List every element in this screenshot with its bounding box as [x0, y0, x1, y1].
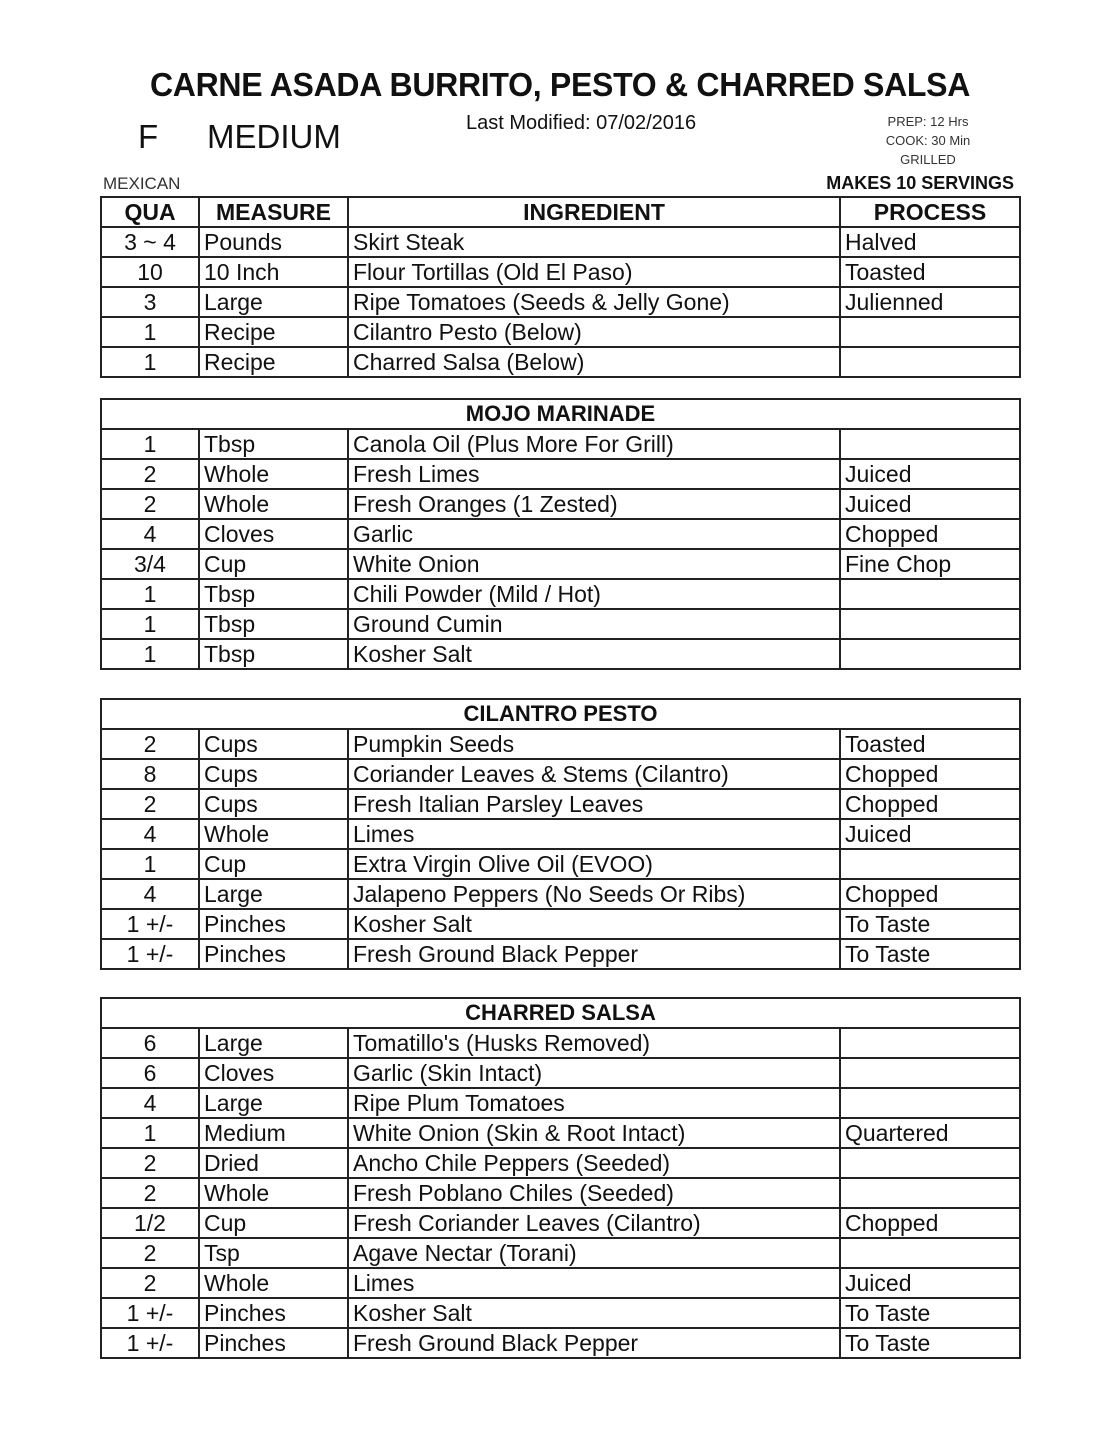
ingredient-row [101, 1058, 1020, 1088]
servings-label: MAKES 10 SERVINGS [826, 173, 1014, 193]
cell-ingredient: Agave Nectar (Torani) [348, 1238, 840, 1268]
ingredient-row [101, 317, 1020, 347]
cell-measure: Whole [199, 1178, 348, 1208]
cell-ingredient: Ground Cumin [348, 609, 840, 639]
cell-ingredient: Cilantro Pesto (Below) [348, 317, 840, 347]
cell-ingredient: Fresh Ground Black Pepper [348, 1328, 840, 1358]
cell-measure: Tbsp [199, 579, 348, 609]
cell-process [840, 1058, 1020, 1088]
cilantro-pesto-table [100, 698, 1021, 970]
ingredient-row [101, 1208, 1020, 1238]
cell-ingredient: Kosher Salt [348, 909, 840, 939]
ingredient-row [101, 1178, 1020, 1208]
cell-measure: Cups [199, 729, 348, 759]
cell-qty: 1 +/- [101, 909, 199, 939]
cell-qty: 3 ~ 4 [101, 227, 199, 257]
ingredient-row [101, 257, 1020, 287]
cell-process: Quartered [840, 1118, 1020, 1148]
charred-salsa-table [100, 997, 1021, 1359]
cell-measure: Pounds [199, 227, 348, 257]
cook-time: COOK: 30 Min [885, 133, 971, 148]
cell-ingredient: Charred Salsa (Below) [348, 347, 840, 377]
cell-ingredient: Ancho Chile Peppers (Seeded) [348, 1148, 840, 1178]
cell-measure: Whole [199, 819, 348, 849]
ingredient-row [101, 549, 1020, 579]
ingredient-row [101, 879, 1020, 909]
ingredient-row [101, 1328, 1020, 1358]
cell-measure: Pinches [199, 1328, 348, 1358]
cell-process: To Taste [840, 909, 1020, 939]
cell-qty: 1 [101, 1118, 199, 1148]
cell-measure: Cup [199, 549, 348, 579]
cell-measure: Pinches [199, 939, 348, 969]
cell-ingredient: Tomatillo's (Husks Removed) [348, 1028, 840, 1058]
cell-ingredient: Limes [348, 1268, 840, 1298]
cell-process: Chopped [840, 879, 1020, 909]
time-info [860, 112, 996, 169]
cell-measure: Cloves [199, 1058, 348, 1088]
ingredient-row [101, 609, 1020, 639]
cell-process: Julienned [840, 287, 1020, 317]
cell-measure: Medium [199, 1118, 348, 1148]
cell-ingredient: Kosher Salt [348, 1298, 840, 1328]
cell-qty: 2 [101, 789, 199, 819]
cell-qty: 1 [101, 849, 199, 879]
cell-qty: 3 [101, 287, 199, 317]
cell-measure: Whole [199, 459, 348, 489]
ingredient-row [101, 909, 1020, 939]
ingredient-row [101, 287, 1020, 317]
cell-measure: Recipe [199, 347, 348, 377]
ingredient-row [101, 579, 1020, 609]
cell-qty: 6 [101, 1028, 199, 1058]
ingredient-row [101, 1298, 1020, 1328]
section-title: CILANTRO PESTO [101, 699, 1020, 729]
cell-process: Toasted [840, 729, 1020, 759]
cell-qty: 2 [101, 1148, 199, 1178]
cell-qty: 1 [101, 579, 199, 609]
cell-process [840, 1238, 1020, 1268]
ingredient-row [101, 729, 1020, 759]
cell-qty: 2 [101, 489, 199, 519]
cell-qty: 1 [101, 317, 199, 347]
cell-ingredient: Ripe Tomatoes (Seeds & Jelly Gone) [348, 287, 840, 317]
cell-ingredient: Extra Virgin Olive Oil (EVOO) [348, 849, 840, 879]
ingredient-row [101, 1268, 1020, 1298]
difficulty-level: MEDIUM [207, 118, 341, 155]
ingredient-row [101, 1148, 1020, 1178]
cell-process: To Taste [840, 1328, 1020, 1358]
cell-qty: 4 [101, 519, 199, 549]
cell-qty: 2 [101, 1268, 199, 1298]
cell-ingredient: Garlic [348, 519, 840, 549]
column-header-qty: QUA [101, 197, 199, 227]
table-header-row [101, 197, 1020, 227]
cell-process: Fine Chop [840, 549, 1020, 579]
cell-ingredient: Chili Powder (Mild / Hot) [348, 579, 840, 609]
cell-ingredient: Limes [348, 819, 840, 849]
ingredient-row [101, 759, 1020, 789]
cell-measure: Whole [199, 1268, 348, 1298]
mojo-marinade-table [100, 398, 1021, 670]
cell-ingredient: White Onion [348, 549, 840, 579]
cell-measure: Tbsp [199, 639, 348, 669]
cell-measure: Recipe [199, 317, 348, 347]
cell-qty: 1 [101, 639, 199, 669]
cell-measure: Tbsp [199, 429, 348, 459]
ingredient-row [101, 1088, 1020, 1118]
cell-qty: 6 [101, 1058, 199, 1088]
cell-process: Halved [840, 227, 1020, 257]
cell-ingredient: Canola Oil (Plus More For Grill) [348, 429, 840, 459]
cell-qty: 4 [101, 819, 199, 849]
cell-ingredient: Flour Tortillas (Old El Paso) [348, 257, 840, 287]
ingredient-row [101, 639, 1020, 669]
column-header-measure: MEASURE [199, 197, 348, 227]
cell-process [840, 347, 1020, 377]
recipe-grade: F [138, 118, 159, 155]
cell-ingredient: Kosher Salt [348, 639, 840, 669]
cell-ingredient: Pumpkin Seeds [348, 729, 840, 759]
ingredient-row [101, 1238, 1020, 1268]
cell-ingredient: Ripe Plum Tomatoes [348, 1088, 840, 1118]
cell-measure: Large [199, 1028, 348, 1058]
cell-ingredient: White Onion (Skin & Root Intact) [348, 1118, 840, 1148]
cell-qty: 1 +/- [101, 939, 199, 969]
ingredient-row [101, 429, 1020, 459]
cell-qty: 4 [101, 1088, 199, 1118]
cell-ingredient: Garlic (Skin Intact) [348, 1058, 840, 1088]
ingredient-row [101, 789, 1020, 819]
cell-measure: Tsp [199, 1238, 348, 1268]
cell-process [840, 317, 1020, 347]
cell-qty: 2 [101, 1178, 199, 1208]
ingredient-row [101, 489, 1020, 519]
cell-qty: 1 [101, 609, 199, 639]
cell-qty: 4 [101, 879, 199, 909]
cell-qty: 1 +/- [101, 1298, 199, 1328]
cell-process: Juiced [840, 819, 1020, 849]
cell-ingredient: Coriander Leaves & Stems (Cilantro) [348, 759, 840, 789]
ingredient-row [101, 939, 1020, 969]
cell-qty: 10 [101, 257, 199, 287]
cell-measure: 10 Inch [199, 257, 348, 287]
cell-qty: 1 [101, 429, 199, 459]
cell-process: Juiced [840, 1268, 1020, 1298]
cell-qty: 2 [101, 729, 199, 759]
cell-measure: Cloves [199, 519, 348, 549]
cell-process: Chopped [840, 519, 1020, 549]
cell-ingredient: Fresh Coriander Leaves (Cilantro) [348, 1208, 840, 1238]
cell-measure: Cup [199, 1208, 348, 1238]
ingredient-row [101, 459, 1020, 489]
main-ingredients-table [100, 196, 1021, 378]
cuisine-label: MEXICAN [103, 174, 181, 193]
cell-process [840, 609, 1020, 639]
column-header-ingredient: INGREDIENT [348, 197, 840, 227]
cell-measure: Pinches [199, 909, 348, 939]
cell-qty: 8 [101, 759, 199, 789]
section-title: MOJO MARINADE [101, 399, 1020, 429]
cell-measure: Pinches [199, 1298, 348, 1328]
cell-process: To Taste [840, 1298, 1020, 1328]
cell-process [840, 1178, 1020, 1208]
cell-measure: Tbsp [199, 609, 348, 639]
cell-process: Toasted [840, 257, 1020, 287]
column-header-process: PROCESS [840, 197, 1020, 227]
ingredient-row [101, 819, 1020, 849]
cell-measure: Cups [199, 759, 348, 789]
cell-process [840, 429, 1020, 459]
cell-process: Chopped [840, 1208, 1020, 1238]
cook-method: GRILLED [900, 152, 956, 167]
ingredient-row [101, 849, 1020, 879]
cell-measure: Whole [199, 489, 348, 519]
cell-process [840, 579, 1020, 609]
cell-measure: Large [199, 1088, 348, 1118]
cell-ingredient: Jalapeno Peppers (No Seeds Or Ribs) [348, 879, 840, 909]
ingredient-row [101, 1028, 1020, 1058]
cell-qty: 1 [101, 347, 199, 377]
cell-qty: 3/4 [101, 549, 199, 579]
cell-ingredient: Fresh Limes [348, 459, 840, 489]
cell-measure: Dried [199, 1148, 348, 1178]
cell-qty: 2 [101, 459, 199, 489]
cell-ingredient: Skirt Steak [348, 227, 840, 257]
cell-process [840, 1028, 1020, 1058]
last-modified: Last Modified: 07/02/2016 [466, 112, 697, 134]
cell-process [840, 1088, 1020, 1118]
cell-ingredient: Fresh Poblano Chiles (Seeded) [348, 1178, 840, 1208]
cell-process [840, 639, 1020, 669]
cell-measure: Cup [199, 849, 348, 879]
prep-time: PREP: 12 Hrs [887, 114, 969, 129]
cell-qty: 1 +/- [101, 1328, 199, 1358]
cell-process: Juiced [840, 459, 1020, 489]
section-title: CHARRED SALSA [101, 998, 1020, 1028]
cell-process [840, 1148, 1020, 1178]
cell-qty: 1/2 [101, 1208, 199, 1238]
cell-measure: Large [199, 879, 348, 909]
cell-measure: Cups [199, 789, 348, 819]
cell-ingredient: Fresh Italian Parsley Leaves [348, 789, 840, 819]
cell-ingredient: Fresh Ground Black Pepper [348, 939, 840, 969]
cell-qty: 2 [101, 1238, 199, 1268]
ingredient-row [101, 519, 1020, 549]
cell-process: Juiced [840, 489, 1020, 519]
ingredient-row [101, 347, 1020, 377]
cell-process: Chopped [840, 789, 1020, 819]
recipe-title: CARNE ASADA BURRITO, PESTO & CHARRED SALSA [149, 66, 971, 103]
cell-ingredient: Fresh Oranges (1 Zested) [348, 489, 840, 519]
cell-process: To Taste [840, 939, 1020, 969]
cell-process: Chopped [840, 759, 1020, 789]
cell-measure: Large [199, 287, 348, 317]
ingredient-row [101, 227, 1020, 257]
ingredient-row [101, 1118, 1020, 1148]
cell-process [840, 849, 1020, 879]
